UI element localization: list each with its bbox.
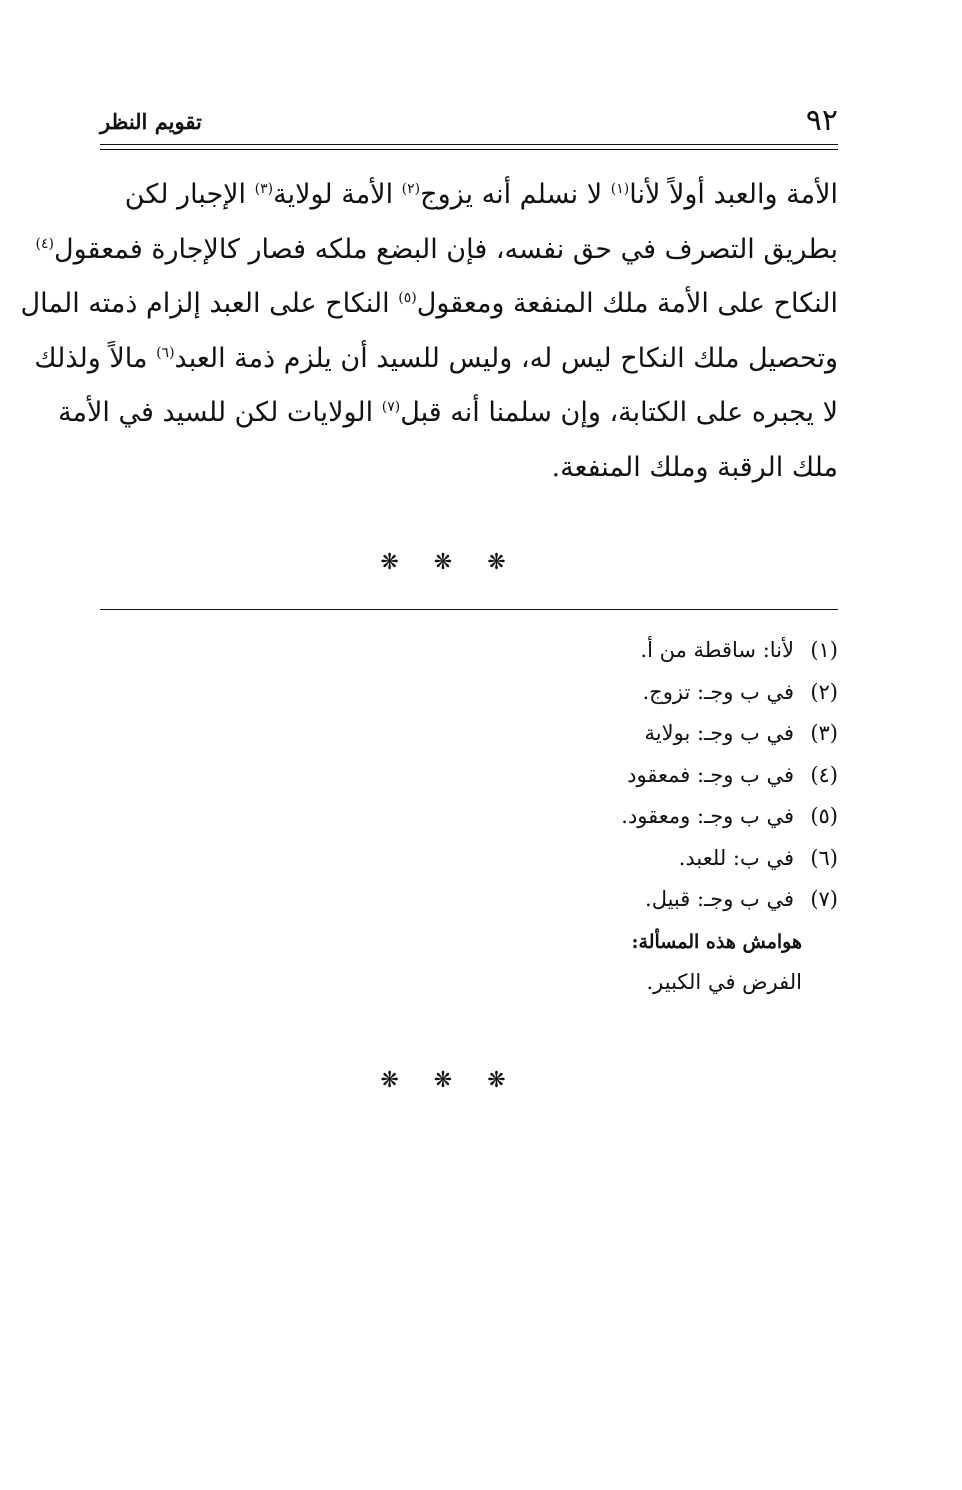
header-rule: [100, 144, 838, 145]
footnote-marker: (١): [610, 181, 630, 197]
footnote-text: في ب وجـ: بولاية: [644, 721, 794, 745]
section-separator: ❋ ❋ ❋: [380, 550, 520, 575]
page-header: [100, 104, 838, 144]
text-segment: وتحصيل ملك النكاح ليس له، وليس للسيد أن يلزم ذمة العبد: [174, 342, 838, 374]
text-segment: الولايات لكن للسيد في الأمة: [58, 397, 382, 428]
footnote-item: [418, 713, 838, 755]
footnote-marker: (٧): [381, 399, 401, 415]
footnote-item: [418, 879, 838, 921]
footnote-item: [418, 672, 838, 714]
footnote-text: لأنا: ساقطة من أ.: [640, 638, 794, 662]
text-segment: لا نسلم أنه يزوج: [420, 179, 611, 210]
text-line-1: [100, 168, 838, 223]
issue-margin-notes: [502, 922, 802, 1002]
footnote-marker: (٤): [35, 235, 54, 252]
text-segment: مالاً ولذلك: [34, 342, 157, 374]
running-title: تقويم النظر: [100, 109, 202, 134]
page-number: ٩٢: [805, 103, 838, 138]
footnote-number: (٤): [810, 762, 838, 787]
margin-notes-text: الفرض في الكبير.: [646, 970, 802, 994]
footnote-item: [418, 838, 838, 880]
footnote-text: في ب وجـ: قبيل.: [645, 887, 794, 911]
main-text: [20, 168, 838, 495]
text-segment: الأمة والعبد أولاً لأنا: [629, 179, 838, 210]
footnote-number: (٣): [810, 721, 838, 745]
footnote-item: [418, 630, 838, 672]
footnote-number: (١): [810, 638, 838, 662]
text-segment: الأمة لولاية: [273, 179, 402, 210]
end-separator: ❋ ❋ ❋: [380, 1068, 520, 1093]
text-segment: الإجبار لكن: [124, 179, 255, 210]
footnote-marker: (٥): [398, 290, 417, 306]
header-rule-double: [100, 149, 838, 150]
footnote-number: (٦): [810, 845, 838, 870]
footnote-marker: (٣): [254, 181, 274, 197]
footnote-item: [418, 796, 838, 838]
text-line-3: [20, 277, 838, 332]
footnote-marker: (٢): [401, 181, 421, 197]
text-segment: بطريق التصرف في حق نفسه، فإن البضع ملكه فصار كالإجارة فمعقول: [53, 233, 838, 265]
text-line-5: [58, 386, 838, 441]
text-line-4: [34, 332, 838, 387]
text-line-6: [100, 441, 838, 496]
text-line-2: [35, 223, 838, 278]
footnote-marker: (٦): [156, 344, 175, 361]
text-segment: النكاح على العبد إلزام ذمته المال: [20, 288, 399, 319]
footnote-rule: [100, 609, 838, 610]
footnote-number: (٧): [810, 887, 838, 911]
footnote-number: (٢): [810, 679, 838, 704]
footnote-item: [418, 755, 838, 797]
footnote-text: في ب وجـ: تزوج.: [642, 679, 794, 704]
footnotes-list: [418, 630, 838, 921]
text-segment: ملك الرقبة وملك المنفعة.: [551, 451, 838, 483]
text-segment: لا يجبره على الكتابة، وإن سلمنا أنه قبل: [400, 397, 838, 428]
footnote-number: (٥): [810, 804, 838, 828]
footnote-text: في ب: للعبد.: [678, 845, 794, 870]
footnote-text: في ب وجـ: فمعقود: [627, 762, 794, 787]
footnote-text: في ب وجـ: ومعقود.: [621, 804, 794, 828]
text-segment: النكاح على الأمة ملك المنفعة ومعقول: [416, 288, 838, 319]
margin-notes-heading: هوامش هذه المسألة:: [631, 931, 802, 953]
